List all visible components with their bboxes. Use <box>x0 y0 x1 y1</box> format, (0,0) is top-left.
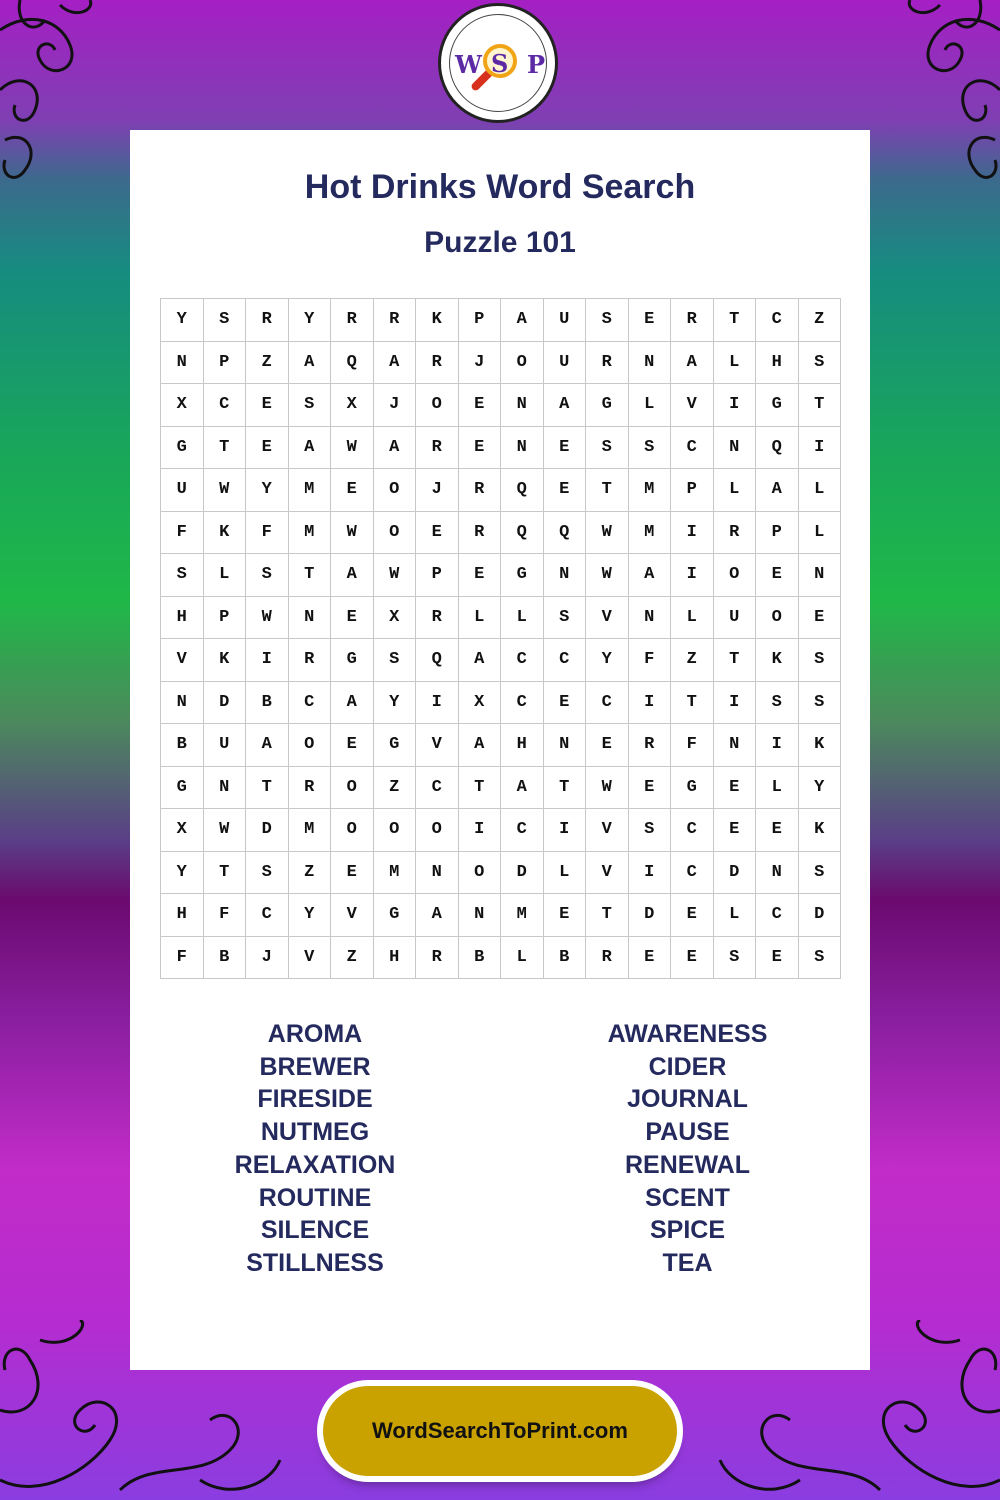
grid-cell[interactable]: D <box>714 852 757 895</box>
grid-cell[interactable]: D <box>629 894 672 937</box>
grid-cell[interactable]: I <box>714 682 757 725</box>
grid-cell[interactable]: K <box>799 809 842 852</box>
grid-cell[interactable]: R <box>416 342 459 385</box>
word-list-left <box>130 1018 500 1280</box>
grid-cell[interactable]: L <box>671 597 714 640</box>
grid-cell[interactable]: V <box>161 639 204 682</box>
grid-cell[interactable]: E <box>799 597 842 640</box>
grid-cell[interactable]: G <box>161 767 204 810</box>
grid-cell[interactable]: N <box>714 724 757 767</box>
grid-cell[interactable]: W <box>586 512 629 555</box>
grid-cell[interactable]: A <box>331 682 374 725</box>
grid-cell[interactable]: K <box>204 512 247 555</box>
grid-cell[interactable]: C <box>501 809 544 852</box>
grid-cell[interactable]: C <box>544 639 587 682</box>
grid-cell[interactable]: S <box>374 639 417 682</box>
grid-cell[interactable]: Z <box>331 937 374 980</box>
grid-cell[interactable]: J <box>246 937 289 980</box>
grid-cell[interactable]: M <box>289 469 332 512</box>
website-link-label: WordSearchToPrint.com <box>372 1418 628 1443</box>
grid-cell[interactable]: E <box>246 384 289 427</box>
grid-cell[interactable]: R <box>586 937 629 980</box>
grid-cell[interactable]: A <box>459 724 502 767</box>
grid-cell[interactable]: I <box>459 809 502 852</box>
grid-cell[interactable]: T <box>586 894 629 937</box>
word-list-item: SCENT <box>645 1183 730 1212</box>
word-list-item: TEA <box>662 1248 713 1277</box>
grid-cell[interactable]: E <box>714 809 757 852</box>
grid-cell[interactable]: I <box>629 852 672 895</box>
grid-cell[interactable]: N <box>289 597 332 640</box>
grid-cell[interactable]: F <box>246 512 289 555</box>
grid-cell[interactable]: N <box>629 597 672 640</box>
page-title: Hot Drinks Word Search <box>304 168 696 206</box>
grid-cell[interactable]: A <box>374 342 417 385</box>
grid-cell[interactable]: Y <box>374 682 417 725</box>
grid-cell[interactable]: R <box>331 299 374 342</box>
grid-cell[interactable]: V <box>416 724 459 767</box>
grid-cell[interactable]: N <box>459 894 502 937</box>
grid-cell[interactable]: T <box>714 639 757 682</box>
grid-cell[interactable]: A <box>289 342 332 385</box>
grid-cell[interactable]: Z <box>671 639 714 682</box>
grid-cell[interactable]: L <box>544 852 587 895</box>
word-list-item: SILENCE <box>260 1216 370 1245</box>
grid-cell[interactable]: I <box>671 554 714 597</box>
grid-cell[interactable]: S <box>586 299 629 342</box>
grid-cell[interactable]: R <box>246 299 289 342</box>
grid-cell[interactable]: N <box>629 342 672 385</box>
grid-cell[interactable]: S <box>799 852 842 895</box>
grid-cell[interactable]: W <box>204 469 247 512</box>
grid-cell[interactable]: S <box>799 682 842 725</box>
grid-cell[interactable]: M <box>289 512 332 555</box>
grid-cell[interactable]: O <box>331 767 374 810</box>
grid-cell[interactable]: E <box>756 554 799 597</box>
grid-cell[interactable]: U <box>161 469 204 512</box>
grid-cell[interactable]: Q <box>501 512 544 555</box>
grid-cell[interactable]: O <box>756 597 799 640</box>
grid-cell[interactable]: R <box>289 639 332 682</box>
grid-cell[interactable]: O <box>331 809 374 852</box>
grid-cell[interactable]: Z <box>289 852 332 895</box>
grid-cell[interactable]: S <box>161 554 204 597</box>
grid-cell[interactable]: E <box>331 469 374 512</box>
grid-cell[interactable]: L <box>204 554 247 597</box>
grid-cell[interactable]: R <box>289 767 332 810</box>
grid-cell[interactable]: G <box>756 384 799 427</box>
grid-cell[interactable]: Q <box>416 639 459 682</box>
puzzle-card <box>130 130 870 1370</box>
grid-cell[interactable]: Z <box>374 767 417 810</box>
grid-cell[interactable]: R <box>416 937 459 980</box>
logo-letter-p: P <box>527 50 546 79</box>
grid-cell[interactable]: S <box>289 384 332 427</box>
grid-cell[interactable]: N <box>204 767 247 810</box>
word-list-item: NUTMEG <box>260 1118 370 1147</box>
word-list-item: FIRESIDE <box>257 1085 373 1114</box>
grid-cell[interactable]: N <box>714 427 757 470</box>
grid-cell[interactable]: D <box>501 852 544 895</box>
grid-cell[interactable]: L <box>459 597 502 640</box>
grid-cell[interactable]: T <box>459 767 502 810</box>
grid-cell[interactable]: L <box>501 937 544 980</box>
grid-cell[interactable]: E <box>586 724 629 767</box>
corner-ornament-top-right <box>870 0 1000 200</box>
grid-cell[interactable]: R <box>714 512 757 555</box>
word-list-item: JOURNAL <box>627 1085 748 1114</box>
grid-cell[interactable]: S <box>586 427 629 470</box>
grid-cell[interactable]: H <box>501 724 544 767</box>
grid-cell[interactable]: A <box>544 384 587 427</box>
grid-cell[interactable]: X <box>161 384 204 427</box>
grid-cell[interactable]: Y <box>246 469 289 512</box>
word-list-item: CIDER <box>648 1052 727 1081</box>
grid-cell[interactable]: B <box>544 937 587 980</box>
grid-cell[interactable]: T <box>586 469 629 512</box>
grid-cell[interactable]: C <box>671 852 714 895</box>
grid-cell[interactable]: S <box>204 299 247 342</box>
grid-cell[interactable]: S <box>756 682 799 725</box>
grid-cell[interactable]: D <box>204 682 247 725</box>
grid-cell[interactable]: V <box>586 852 629 895</box>
grid-cell[interactable]: T <box>204 852 247 895</box>
grid-cell[interactable]: M <box>374 852 417 895</box>
grid-cell[interactable]: R <box>459 512 502 555</box>
grid-cell[interactable]: G <box>331 639 374 682</box>
word-list-item: PAUSE <box>645 1118 730 1147</box>
grid-cell[interactable]: J <box>416 469 459 512</box>
grid-cell[interactable]: S <box>799 639 842 682</box>
grid-cell[interactable]: I <box>714 384 757 427</box>
grid-cell[interactable]: V <box>331 894 374 937</box>
grid-cell[interactable]: E <box>629 299 672 342</box>
grid-cell[interactable]: R <box>459 469 502 512</box>
grid-cell[interactable]: T <box>714 299 757 342</box>
grid-cell[interactable]: C <box>586 682 629 725</box>
grid-cell[interactable]: K <box>204 639 247 682</box>
grid-cell[interactable]: C <box>501 639 544 682</box>
grid-cell[interactable]: O <box>459 852 502 895</box>
grid-cell[interactable]: O <box>416 809 459 852</box>
grid-cell[interactable]: I <box>629 682 672 725</box>
grid-cell[interactable]: H <box>161 597 204 640</box>
grid-cell[interactable]: E <box>459 554 502 597</box>
grid-cell[interactable]: U <box>544 342 587 385</box>
puzzle-number: Puzzle 101 <box>424 226 576 259</box>
grid-cell[interactable]: Y <box>289 894 332 937</box>
grid-cell[interactable]: T <box>799 384 842 427</box>
grid-cell[interactable]: F <box>629 639 672 682</box>
grid-cell[interactable]: E <box>459 427 502 470</box>
grid-cell[interactable]: I <box>544 809 587 852</box>
grid-cell[interactable]: C <box>246 894 289 937</box>
grid-cell[interactable]: Z <box>246 342 289 385</box>
grid-cell[interactable]: N <box>544 554 587 597</box>
grid-cell[interactable]: V <box>586 809 629 852</box>
grid-cell[interactable]: E <box>416 512 459 555</box>
grid-cell[interactable]: O <box>374 512 417 555</box>
grid-cell[interactable]: R <box>629 724 672 767</box>
grid-cell[interactable]: F <box>161 512 204 555</box>
grid-cell[interactable]: G <box>374 724 417 767</box>
grid-cell[interactable]: B <box>161 724 204 767</box>
grid-cell[interactable]: N <box>756 852 799 895</box>
grid-cell[interactable]: E <box>629 767 672 810</box>
grid-cell[interactable]: O <box>374 469 417 512</box>
site-logo[interactable] <box>438 3 558 123</box>
grid-cell[interactable]: W <box>374 554 417 597</box>
grid-cell[interactable]: A <box>289 427 332 470</box>
grid-cell[interactable]: E <box>756 937 799 980</box>
grid-cell[interactable]: T <box>289 554 332 597</box>
grid-cell[interactable]: E <box>671 894 714 937</box>
grid-cell[interactable]: C <box>671 427 714 470</box>
grid-cell[interactable]: Q <box>501 469 544 512</box>
grid-cell[interactable]: D <box>799 894 842 937</box>
grid-cell[interactable]: L <box>501 597 544 640</box>
grid-cell[interactable]: E <box>331 724 374 767</box>
grid-cell[interactable]: Y <box>289 299 332 342</box>
grid-cell[interactable]: S <box>714 937 757 980</box>
grid-cell[interactable]: L <box>799 512 842 555</box>
word-list-item: BREWER <box>259 1052 371 1081</box>
grid-cell[interactable]: P <box>756 512 799 555</box>
grid-cell[interactable]: E <box>629 937 672 980</box>
grid-cell[interactable]: E <box>544 427 587 470</box>
grid-cell[interactable]: U <box>714 597 757 640</box>
website-link-button[interactable] <box>323 1386 677 1476</box>
grid-cell[interactable]: U <box>204 724 247 767</box>
grid-cell[interactable]: C <box>204 384 247 427</box>
grid-cell[interactable]: F <box>161 937 204 980</box>
logo-letter-w: W <box>455 50 482 79</box>
grid-cell[interactable]: R <box>586 342 629 385</box>
grid-cell[interactable]: G <box>586 384 629 427</box>
grid-cell[interactable]: O <box>289 724 332 767</box>
grid-cell[interactable]: I <box>416 682 459 725</box>
grid-cell[interactable]: P <box>671 469 714 512</box>
grid-cell[interactable]: W <box>586 554 629 597</box>
word-list-item: AROMA <box>267 1020 363 1048</box>
grid-cell[interactable]: K <box>799 724 842 767</box>
word-list-item: RENEWAL <box>625 1150 750 1179</box>
logo-letter-s: S <box>491 49 509 78</box>
grid-cell[interactable]: Y <box>161 299 204 342</box>
grid-cell[interactable]: D <box>246 809 289 852</box>
grid-cell[interactable]: U <box>544 299 587 342</box>
grid-cell[interactable]: E <box>544 894 587 937</box>
grid-cell[interactable]: C <box>416 767 459 810</box>
letter-grid <box>160 298 841 979</box>
grid-cell[interactable]: S <box>246 852 289 895</box>
grid-cell[interactable]: G <box>671 767 714 810</box>
grid-cell[interactable]: Q <box>544 512 587 555</box>
grid-cell[interactable]: R <box>374 299 417 342</box>
grid-cell[interactable]: B <box>246 682 289 725</box>
grid-cell[interactable]: A <box>756 469 799 512</box>
grid-cell[interactable]: K <box>416 299 459 342</box>
grid-cell[interactable]: E <box>331 852 374 895</box>
grid-cell[interactable]: J <box>374 384 417 427</box>
grid-cell[interactable]: W <box>331 427 374 470</box>
grid-cell[interactable]: S <box>629 427 672 470</box>
grid-cell[interactable]: S <box>246 554 289 597</box>
grid-cell[interactable]: A <box>671 342 714 385</box>
grid-cell[interactable]: G <box>501 554 544 597</box>
grid-cell[interactable]: O <box>374 809 417 852</box>
grid-cell[interactable]: L <box>629 384 672 427</box>
grid-cell[interactable]: M <box>501 894 544 937</box>
grid-cell[interactable]: N <box>161 342 204 385</box>
grid-cell[interactable]: Q <box>756 427 799 470</box>
grid-cell[interactable]: P <box>459 299 502 342</box>
grid-cell[interactable]: Y <box>586 639 629 682</box>
word-list-right <box>500 1018 875 1280</box>
grid-cell[interactable]: I <box>799 427 842 470</box>
grid-cell[interactable]: N <box>161 682 204 725</box>
grid-cell[interactable]: Y <box>799 767 842 810</box>
grid-cell[interactable]: A <box>374 427 417 470</box>
grid-cell[interactable]: T <box>671 682 714 725</box>
grid-cell[interactable]: J <box>459 342 502 385</box>
grid-cell[interactable]: L <box>714 469 757 512</box>
grid-cell[interactable]: W <box>331 512 374 555</box>
grid-cell[interactable]: A <box>459 639 502 682</box>
grid-cell[interactable]: H <box>756 342 799 385</box>
grid-cell[interactable]: O <box>501 342 544 385</box>
grid-cell[interactable]: M <box>629 512 672 555</box>
grid-cell[interactable]: I <box>671 512 714 555</box>
grid-cell[interactable]: M <box>289 809 332 852</box>
grid-cell[interactable]: F <box>671 724 714 767</box>
grid-cell[interactable]: M <box>629 469 672 512</box>
grid-cell[interactable]: R <box>416 597 459 640</box>
grid-cell[interactable]: F <box>204 894 247 937</box>
grid-cell[interactable]: X <box>331 384 374 427</box>
grid-cell[interactable]: W <box>246 597 289 640</box>
grid-cell[interactable]: S <box>799 937 842 980</box>
grid-cell[interactable]: W <box>204 809 247 852</box>
grid-cell[interactable]: S <box>544 597 587 640</box>
grid-cell[interactable]: S <box>629 809 672 852</box>
grid-cell[interactable]: I <box>756 724 799 767</box>
grid-cell[interactable]: L <box>799 469 842 512</box>
grid-cell[interactable]: H <box>374 937 417 980</box>
grid-cell[interactable]: L <box>756 767 799 810</box>
grid-cell[interactable]: X <box>374 597 417 640</box>
grid-cell[interactable]: T <box>246 767 289 810</box>
grid-cell[interactable]: B <box>459 937 502 980</box>
grid-cell[interactable]: N <box>501 384 544 427</box>
grid-cell[interactable]: B <box>204 937 247 980</box>
word-list-item: AWARENESS <box>607 1020 768 1048</box>
grid-cell[interactable]: E <box>544 682 587 725</box>
grid-cell[interactable]: E <box>459 384 502 427</box>
grid-cell[interactable]: A <box>246 724 289 767</box>
grid-cell[interactable]: E <box>246 427 289 470</box>
word-list-item: STILLNESS <box>246 1248 384 1277</box>
grid-cell[interactable]: C <box>756 894 799 937</box>
grid-cell[interactable]: C <box>756 299 799 342</box>
grid-cell[interactable]: L <box>714 894 757 937</box>
grid-cell[interactable]: A <box>501 767 544 810</box>
grid-cell[interactable]: E <box>714 767 757 810</box>
grid-cell[interactable]: R <box>671 299 714 342</box>
grid-cell[interactable]: P <box>204 597 247 640</box>
grid-cell[interactable]: P <box>204 342 247 385</box>
grid-cell[interactable]: T <box>544 767 587 810</box>
grid-cell[interactable]: G <box>161 427 204 470</box>
grid-cell[interactable]: A <box>331 554 374 597</box>
grid-cell[interactable]: C <box>501 682 544 725</box>
grid-cell[interactable]: E <box>544 469 587 512</box>
grid-cell[interactable]: C <box>289 682 332 725</box>
grid-cell[interactable]: X <box>161 809 204 852</box>
grid-cell[interactable]: E <box>331 597 374 640</box>
grid-cell[interactable]: I <box>246 639 289 682</box>
word-list-item: RELAXATION <box>234 1150 396 1179</box>
grid-cell[interactable]: H <box>161 894 204 937</box>
grid-cell[interactable]: X <box>459 682 502 725</box>
grid-cell[interactable]: N <box>416 852 459 895</box>
grid-cell[interactable]: G <box>374 894 417 937</box>
grid-cell[interactable]: L <box>714 342 757 385</box>
word-list-item: SPICE <box>649 1216 726 1245</box>
word-list-item: ROUTINE <box>258 1183 372 1212</box>
grid-cell[interactable]: V <box>586 597 629 640</box>
grid-cell[interactable]: S <box>799 342 842 385</box>
grid-cell[interactable]: Y <box>161 852 204 895</box>
grid-cell[interactable]: O <box>714 554 757 597</box>
grid-cell[interactable]: V <box>671 384 714 427</box>
grid-cell[interactable]: A <box>501 299 544 342</box>
grid-cell[interactable]: N <box>501 427 544 470</box>
grid-cell[interactable]: C <box>671 809 714 852</box>
grid-cell[interactable]: K <box>756 639 799 682</box>
grid-cell[interactable]: O <box>416 384 459 427</box>
grid-cell[interactable]: A <box>416 894 459 937</box>
grid-cell[interactable]: N <box>799 554 842 597</box>
grid-cell[interactable]: E <box>671 937 714 980</box>
corner-ornament-top-left <box>0 0 130 200</box>
grid-cell[interactable]: W <box>586 767 629 810</box>
grid-cell[interactable]: R <box>416 427 459 470</box>
grid-cell[interactable]: E <box>756 809 799 852</box>
grid-cell[interactable]: Q <box>331 342 374 385</box>
grid-cell[interactable]: N <box>544 724 587 767</box>
grid-cell[interactable]: Z <box>799 299 842 342</box>
grid-cell[interactable]: V <box>289 937 332 980</box>
grid-cell[interactable]: P <box>416 554 459 597</box>
grid-cell[interactable]: A <box>629 554 672 597</box>
grid-cell[interactable]: T <box>204 427 247 470</box>
